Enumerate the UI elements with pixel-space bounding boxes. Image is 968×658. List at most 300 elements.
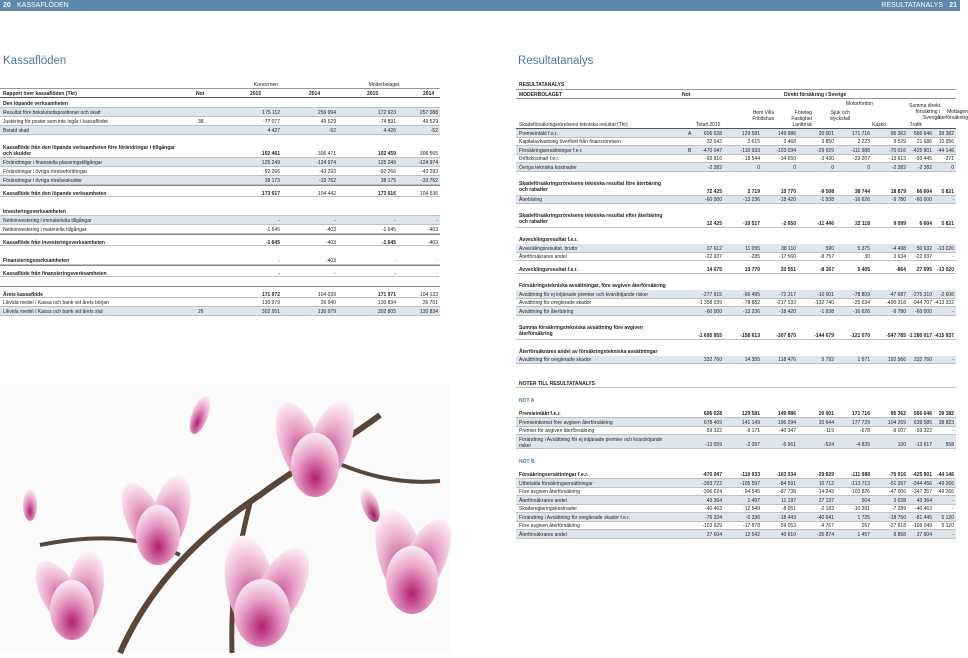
row-note: 38	[198, 119, 204, 125]
row-value: -103 929	[702, 523, 722, 529]
table-row	[516, 323, 956, 340]
row-value: 5 405	[857, 267, 870, 273]
row-value: 8 868	[893, 531, 906, 538]
row-value: -4 835	[855, 442, 870, 448]
group-koncernen: Koncernen	[253, 82, 279, 88]
row-label: Försäkringstekniska avsättningar, före avgiven återförsäkring	[519, 283, 666, 289]
row-value: 49 529	[422, 119, 438, 125]
table-row	[0, 246, 440, 255]
row-value: -403	[427, 240, 438, 246]
col-totalt: Totalt 2015	[696, 122, 721, 128]
row-label: Nettoinvestering i materiella tillgångar	[3, 227, 87, 233]
row-value: -43 293	[319, 169, 336, 175]
row-label: Likvida medel / Kassa och bank vid årets slut	[3, 309, 103, 315]
row-value: 27 137	[818, 497, 834, 504]
row-value: -347 357	[912, 489, 932, 495]
row-value: 38 110	[781, 245, 796, 252]
row-value: -70 016	[889, 147, 906, 154]
row-value: 171 972	[261, 292, 280, 298]
row-value: -	[952, 531, 954, 538]
row-value: -124 974	[316, 160, 336, 166]
row-value: -18 544	[743, 156, 760, 162]
row-value: -52	[430, 128, 438, 134]
row-value: -	[436, 218, 438, 224]
col-summa: Summa direkt försäkring i Sverige	[909, 103, 940, 121]
magnolia-photo	[0, 385, 450, 653]
row-value: -371	[943, 156, 954, 162]
row-value: 38 744	[854, 188, 870, 195]
row-value: -490 318	[886, 300, 906, 306]
row-value: -2 650	[781, 221, 796, 227]
row-value: -396 624	[702, 489, 722, 495]
row-value: -93 445	[915, 156, 932, 162]
table-row	[516, 513, 956, 522]
row-value: -78 882	[743, 300, 760, 306]
row-value: 0	[831, 164, 834, 171]
page-header	[0, 0, 960, 11]
row-value: 302 951	[261, 309, 280, 315]
row-value: -9 171	[745, 428, 760, 434]
row-value: -33 762	[421, 178, 438, 184]
row-value: -864	[895, 267, 906, 273]
row-value: 10 770	[744, 267, 760, 273]
row-value: -	[952, 497, 954, 504]
row-value: -111 988	[850, 472, 870, 478]
row-value: 306 471	[317, 151, 336, 157]
row-value: -12 549	[743, 506, 760, 512]
table-row	[516, 356, 956, 365]
row-value: -3 430	[819, 156, 834, 162]
row-value: 10 956	[938, 139, 954, 145]
row-value: 15 770	[780, 188, 796, 195]
table-row	[516, 496, 956, 505]
row-label: Kapitalavkastning överförd från finansrörelsen	[519, 139, 621, 145]
row-label: NOT A	[519, 398, 535, 404]
left-section-title: KASSAFLÖDEN	[17, 2, 69, 9]
row-value: 118 476	[778, 357, 796, 363]
row-value: 5 120	[941, 523, 954, 529]
table-row	[516, 179, 956, 196]
row-value: -4 498	[891, 245, 906, 252]
row-value: -121 070	[850, 332, 870, 339]
table-row	[516, 418, 956, 427]
row-label: Årets kassaflöde	[3, 292, 44, 298]
row-label: Förändringar i finansiella placeringstillgångar	[3, 160, 103, 166]
row-label: Finansieringsverksamheten	[3, 258, 70, 264]
table-row	[0, 206, 440, 216]
row-value: -76 324	[705, 514, 722, 521]
row-value: -8 757	[819, 254, 834, 260]
head1-row	[516, 90, 956, 99]
row-value: 20 644	[818, 419, 834, 426]
row-value: 332 760	[913, 357, 932, 363]
table-row	[0, 197, 440, 206]
table-row	[516, 456, 956, 466]
row-note: B	[688, 147, 692, 154]
row-value: -47 006	[889, 489, 906, 495]
row-value: -10 001	[817, 291, 834, 298]
row-value: -109 049	[912, 523, 932, 529]
row-value: 104 133	[419, 292, 438, 298]
row-value: -8 167	[819, 267, 834, 273]
row-value: 39 382	[938, 411, 954, 417]
row-value: -9 007	[891, 428, 906, 434]
row-value: -52	[328, 128, 336, 134]
row-value: 302 805	[377, 309, 396, 315]
row-value: -60 000	[705, 197, 722, 203]
row-value: 104 269	[887, 419, 906, 426]
table-row	[516, 522, 956, 531]
row-value: -59 053	[779, 523, 796, 529]
row-value: -9 780	[891, 197, 906, 203]
row-value: 43 364	[916, 497, 932, 504]
row-value: 38 823	[938, 419, 954, 426]
table-row	[0, 255, 440, 265]
row-value: -470 047	[702, 147, 722, 154]
row-value: -94 545	[743, 489, 760, 495]
row-value: -40 463	[705, 506, 722, 512]
row-value: 0	[793, 164, 796, 171]
row-label: Avvecklingsresultat, brutto	[519, 245, 578, 252]
row-value: 20 001	[818, 130, 834, 137]
row-label: Avsättning för återbäring	[519, 308, 574, 315]
row-value: -13 059	[705, 442, 722, 448]
row-value: -103 034	[776, 472, 796, 478]
row-value: -60 000	[915, 197, 932, 203]
col-trafik: Trafik	[909, 122, 922, 128]
row-value: -72 317	[779, 291, 796, 298]
row-label: Utbetalda försäkringsersättningar	[519, 480, 593, 487]
row-value: -49 266	[937, 489, 954, 495]
row-value: -13 020	[937, 245, 954, 252]
row-value: 2 615	[747, 139, 760, 145]
col-2015-koncern: 2015	[250, 91, 262, 97]
table-row	[516, 469, 956, 479]
row-value: 125 249	[261, 160, 280, 166]
row-value: -40 641	[817, 514, 834, 521]
row-value: -33 762	[319, 178, 336, 184]
row-label: Förändringar i övriga rörelsefordringar	[3, 169, 88, 175]
row-value: -18 443	[779, 514, 796, 521]
col-foretag: Företag Fastighet Lantbruk	[791, 110, 812, 128]
row-value: -35 874	[817, 531, 834, 538]
table-row	[0, 98, 440, 108]
table-row	[516, 129, 956, 138]
row-label: Skadeförsäkringsrörelsens tekniska resultat efter återbäring och rabatter	[519, 213, 663, 225]
row-label: Före avgiven återförsäkring	[519, 489, 580, 495]
row-value: 639 585	[913, 419, 932, 426]
table-row	[516, 307, 956, 316]
row-value: 196 294	[777, 419, 796, 426]
row-value: -13 613	[889, 156, 906, 162]
row-value: -7 289	[891, 506, 906, 512]
row-value: -105 597	[740, 480, 760, 487]
row-value: -524	[823, 442, 834, 448]
row-value: -	[436, 258, 438, 264]
row-value: -9 508	[819, 188, 834, 195]
col-kasko: Kasko	[872, 122, 886, 128]
table-row	[0, 185, 440, 197]
row-value: -	[278, 271, 280, 277]
row-value: -11 446	[817, 221, 834, 227]
table-row	[516, 530, 956, 539]
right-section-title: RESULTATANALYS	[881, 2, 943, 9]
row-value: 0	[757, 164, 760, 171]
row-value: -158 613	[740, 332, 760, 339]
row-value: 104 039	[317, 292, 336, 298]
row-value: -425 901	[912, 147, 932, 154]
row-label: Premieintäkt f.e.r.	[519, 130, 558, 137]
row-value: -	[334, 218, 336, 224]
right-page-title: Resultatanalys	[518, 55, 594, 67]
row-value: 606 028	[703, 411, 722, 417]
row-label: NOTER TILL RESULTATANALYS	[519, 381, 596, 387]
row-value: 0	[867, 164, 870, 171]
row-value: 20 001	[818, 411, 834, 417]
row-value: 27 695	[916, 267, 932, 273]
tech-result-caption: Skadeförsäkringsrörelsens tekniska resultat (Tkr)	[519, 122, 628, 128]
row-value: -27 618	[889, 523, 906, 529]
row-value: 72 425	[706, 188, 722, 195]
table-row	[0, 225, 440, 234]
row-value: 1 725	[857, 514, 870, 521]
table-row	[516, 211, 956, 228]
row-value: 3 634	[893, 254, 906, 260]
row-value: -944 707	[912, 300, 932, 306]
row-value: -9 780	[891, 308, 906, 315]
row-value: -60 000	[915, 308, 932, 315]
row-label: Försäkringsersättningar f.e.r.	[519, 147, 583, 154]
row-value: -	[278, 218, 280, 224]
row-label: Driftskostnad f.e.r.	[519, 156, 560, 162]
row-label: Avvecklingsresultat f.e.r.	[519, 237, 578, 243]
row-value: 504	[861, 497, 870, 504]
row-value: -119	[824, 428, 834, 434]
row-value: 130 979	[317, 309, 336, 315]
row-value: 66 604	[916, 188, 932, 195]
row-label: Avvecklingsresultat f.e.r.	[519, 267, 578, 273]
row-label: Återförsäkrares andel av försäkringstekniska avsättningar	[519, 348, 658, 355]
row-value: -8 051	[781, 506, 796, 512]
row-value: -307 870	[776, 332, 796, 339]
row-value: 171 716	[851, 130, 870, 137]
row-label: Återförsäkrares andel	[519, 497, 567, 504]
row-label: Förändringar i övriga rörelseskulder	[3, 178, 82, 184]
table-row	[516, 378, 956, 388]
row-value: 125 249	[377, 160, 396, 166]
row-value: 590	[825, 245, 834, 252]
row-value: -29 929	[817, 472, 834, 478]
col-sjuk: Sjuk och olycksfall	[829, 110, 850, 122]
right-page-number: 21	[949, 2, 957, 9]
row-label: Investeringsverksamheten	[3, 209, 67, 215]
row-value: -403	[427, 227, 438, 233]
row-value: -66 495	[743, 291, 760, 298]
row-value: -70 016	[889, 472, 906, 478]
row-label: Betald skatt	[3, 128, 30, 134]
table-row	[516, 234, 956, 244]
head2-row	[516, 99, 968, 129]
row-label: Återbäring	[519, 197, 543, 203]
table-row	[0, 158, 440, 167]
table-row	[0, 176, 440, 185]
row-value: -1 280 017	[908, 332, 932, 339]
row-label: Förändring i Avsättning för oreglerade skador f.e.r.	[519, 514, 631, 521]
row-value: 5 821	[941, 221, 954, 227]
row-label: Före avgiven återförsäkring	[519, 523, 580, 529]
row-label: Avsättning för ej intjänade premier och kvardröjande risker	[519, 291, 649, 298]
table-row	[516, 146, 956, 155]
row-value: 40 610	[780, 531, 796, 538]
row-value: -	[278, 258, 280, 264]
table-row	[516, 196, 956, 205]
row-label: Den löpande verksamheten	[3, 101, 69, 107]
row-value: -	[952, 506, 954, 512]
row-value: 5 375	[857, 245, 870, 252]
row-label: Premieintäkt f.e.r.	[519, 411, 561, 417]
row-value: -277 915	[702, 291, 722, 298]
row-value: -18 420	[779, 197, 796, 203]
row-value: -132 740	[814, 300, 834, 306]
row-value: 332 760	[703, 357, 722, 363]
row-label: Kassaflöde från den löpande verksamheten	[3, 191, 107, 197]
row-value: -	[952, 197, 954, 203]
row-label: Avsättning för oreglerade skador	[519, 357, 592, 363]
row-value: -13 236	[743, 197, 760, 203]
row-value: 130 834	[377, 300, 396, 306]
row-value: -93 816	[705, 156, 722, 162]
row-note: A	[688, 130, 692, 137]
row-value: -25 634	[853, 300, 870, 306]
row-label: Skaderegleringskostnader	[519, 506, 578, 512]
row-value: 267	[861, 523, 870, 529]
table-caption: Rapport över kassaflöden (Tkr)	[3, 91, 77, 97]
col-not: Not	[196, 91, 205, 97]
row-value: -2 382	[707, 164, 722, 171]
row-value: 149 986	[777, 411, 796, 417]
row-value: -103 826	[850, 489, 870, 495]
row-value: -60 000	[705, 308, 722, 315]
row-value: -	[394, 218, 396, 224]
row-value: -124 974	[418, 160, 438, 166]
row-value: 1 457	[857, 531, 870, 538]
row-value: 3 468	[783, 139, 796, 145]
table-row	[0, 216, 440, 225]
row-value: 606 028	[703, 130, 722, 137]
row-value: -5 336	[745, 514, 760, 521]
row-value: -	[394, 258, 396, 264]
row-value: -22 937	[705, 254, 722, 260]
row-value: -84 591	[779, 480, 796, 487]
row-label: Kassaflöde från investeringsverksamheten	[3, 240, 105, 246]
table-row	[516, 244, 956, 253]
row-value: -2 397	[745, 442, 760, 448]
table-row	[516, 488, 956, 497]
row-value: -110 933	[740, 472, 760, 478]
row-value: 10 712	[818, 480, 834, 487]
table-row	[516, 408, 956, 418]
row-value: -2 606	[939, 291, 954, 298]
row-value: -403	[325, 227, 336, 233]
row-value: 256 994	[317, 110, 336, 116]
row-value: 2 223	[857, 139, 870, 145]
magnolia-illustration	[0, 385, 450, 653]
row-value: -1 645	[381, 227, 396, 233]
table-row	[516, 479, 956, 488]
group-moderbolaget: Moderbolaget	[368, 82, 400, 88]
row-value: -77 077	[263, 119, 280, 125]
row-value: -14 243	[817, 489, 834, 495]
row-value: 43 364	[706, 497, 722, 504]
row-value: 129 581	[741, 411, 760, 417]
row-label: Resultat före bokslutsdispositioner och skatt	[3, 110, 101, 116]
row-value: -415 937	[934, 332, 954, 339]
row-value: -	[952, 254, 954, 260]
left-page-title: Kassaflöden	[3, 55, 67, 67]
row-value: 177 729	[851, 419, 870, 426]
row-value: -59 322	[915, 428, 932, 434]
row-value: -1 695 955	[698, 332, 722, 339]
table-row	[0, 135, 440, 144]
row-value: -17 878	[743, 523, 760, 529]
row-label: Premier för avgiven återförsäkring	[519, 428, 595, 434]
row-value: -	[952, 357, 954, 363]
row-value: -40 347	[779, 428, 796, 434]
row-value: 2 719	[747, 188, 760, 195]
left-page-number: 20	[3, 2, 11, 9]
row-label: Försäkringsersättningar f.e.r.	[519, 472, 589, 478]
row-value: -74 891	[379, 119, 396, 125]
row-value: -4 767	[819, 523, 834, 529]
row-value: -111 988	[851, 147, 870, 154]
row-value: -1 645	[381, 240, 396, 246]
row-value: -144 679	[814, 332, 834, 339]
row-value: -403	[325, 240, 336, 246]
row-value: 171 971	[377, 292, 396, 298]
group-header-row	[0, 80, 440, 89]
row-value: -51 267	[889, 480, 906, 487]
table-row	[0, 144, 440, 158]
table-row	[516, 163, 956, 172]
row-value: -29 929	[817, 147, 834, 154]
row-value: 18 879	[890, 188, 906, 195]
section-heading: RESULTATANALYS	[519, 82, 565, 88]
row-note: 26	[198, 309, 204, 315]
row-value: 102 461	[261, 151, 280, 157]
col-2015-moder: 2015	[367, 91, 379, 97]
row-label: Kassaflöde från den löpande verksamheten före förändringar i tillgångar och skulder	[3, 145, 175, 157]
row-value: 172 923	[377, 110, 396, 116]
row-value: -678	[859, 428, 870, 434]
row-label: Premieinkomst före avgiven återförsäkring	[519, 419, 613, 426]
row-value: 38 173	[264, 178, 280, 184]
row-value: -92 266	[263, 169, 280, 175]
row-value: 171 716	[851, 411, 870, 417]
motorfordon-label: Motorfordon	[846, 101, 873, 107]
row-value: -49 266	[937, 480, 954, 487]
table-row	[516, 395, 956, 405]
row-value: -413 332	[934, 300, 954, 306]
table-row	[0, 234, 440, 246]
row-value: 27 604	[916, 531, 932, 538]
row-value: 38 175	[380, 178, 396, 184]
table-row	[0, 117, 440, 126]
row-value: -10 517	[743, 221, 760, 227]
row-value: 100	[897, 442, 906, 448]
row-value: 9 099	[893, 221, 906, 227]
row-label: Summa försäkringstekniska avsättning före avgiven återförsäkring	[519, 324, 643, 337]
row-value: -	[436, 271, 438, 277]
